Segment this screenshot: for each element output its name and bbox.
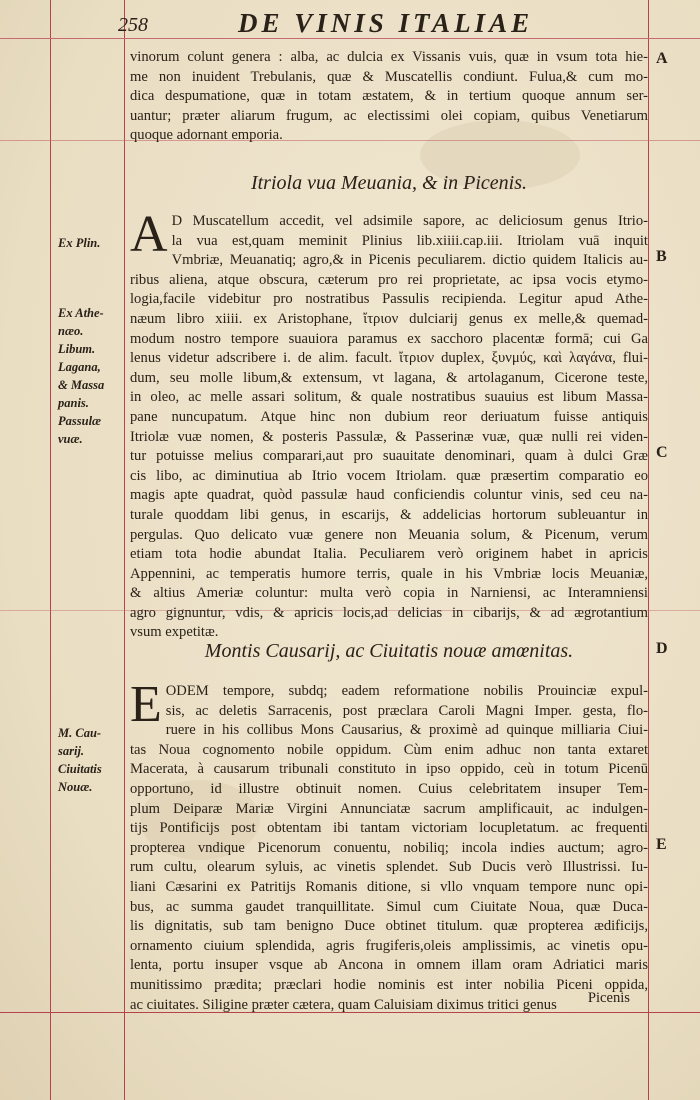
text-line: opportuno, id illustre obtinuit nomen. Cuius celebritatem insuper Tem- <box>130 780 648 797</box>
section-itriola-body <box>130 206 648 643</box>
text-line: bus, ac summa gaudet tranquillitate. Simul cum Ciuitate Noua, quæ Duca- <box>130 898 648 915</box>
text-line: magis apte quadrat, quòd passulæ haud conficiendis coluntur vinis, sed ceu na- <box>130 487 648 504</box>
margin-rule-left-inner <box>124 0 125 1100</box>
margin-note-line: Passulæ <box>58 414 102 428</box>
text-line: la vua est,quam meminit Plinius lib.xiiii.cap.iii. Itriolam vuā inquit <box>171 232 648 249</box>
text-line: dum, seu molle libum,& extensum, vt lagana, & artolaganum, Cicerone teste, <box>130 369 648 386</box>
margin-note-line: sarij. <box>58 744 85 758</box>
text-line: munitissimo prædita; præclari hodie nominis est inter nobilia Piceni oppida, <box>130 976 648 993</box>
page-header <box>118 8 648 38</box>
margin-rule-right <box>648 0 649 1100</box>
margin-rule-left-outer <box>50 0 51 1100</box>
section-heading-itriola: Itriola vua Meuania, & in Picenis. <box>250 172 528 194</box>
text-line: vsum expetitæ. <box>130 624 219 641</box>
margin-note-line: Lagana, <box>58 360 101 374</box>
section-letter-c: C <box>656 444 668 461</box>
text-line: Appennini, ac temperatis humore terris, quale in his Vmbriæ locis Meuaniæ, <box>130 565 648 582</box>
text-line: ac ciuitates. Siligine præter cætera, quam Caluisiam diximus tritici genus <box>130 996 557 1013</box>
section-letter-e: E <box>656 836 667 853</box>
margin-note-athenaeus <box>58 304 116 448</box>
text-line: Itriolæ vuæ nomen, & posteris Passulæ, & Passerinæ vuæ, quæ nulli rei viden- <box>130 428 648 445</box>
text-line: agro gignuntur, vdis, & apricis locis,ad delicias in cibarijs, & ad ægrotantium <box>130 604 648 621</box>
text-line: tas Noua cognomento nobile oppidum. Cùm enim adhuc non tanta extaret <box>130 741 648 758</box>
text-line: sis, ac deletis Sarracenis, post præclara Caroli Magni Imper. gesta, flo- <box>165 702 648 719</box>
text-line: lenta, portu insuper vsque ab Ancona in omnem illam oram Adriatici maris <box>130 957 648 974</box>
text-line: modum nostro tempore suauiora paramus ex sacchoro placentæ formā; cui Ga <box>130 330 648 347</box>
text-line: rum cultu, olearum syluis, ac vinetis splendet. Sub Ducis verò Illustrissi. Iu- <box>130 859 648 876</box>
section-heading-montis: Montis Causarij, ac Ciuitatis nouæ amœnitas. <box>204 640 574 662</box>
text-line: pane nuncupatum. Atque hinc non dubium reor deriuatum fuisse antiquis <box>130 408 648 425</box>
text-line: lenus videtur adscribere i. de alim. facult. ἴτριον duplex, ξυνμύς, καὶ λαγάνα, flui- <box>130 350 648 367</box>
margin-note-line: Libum. <box>58 342 96 356</box>
text-line: ruere in his collibus Mons Causarius, & proximè ad quinque milliaria Ciui- <box>165 722 648 739</box>
margin-note-plinius <box>58 234 116 252</box>
text-line: uantur; præter aliarum frugum, ac electissimi olei copiam, quibus Venetiarum <box>130 107 648 124</box>
drop-initial: E <box>130 676 162 733</box>
text-line: lis dignitatis, sub tam benigno Duce obtinet titulum. quæ propterea ædificijs, <box>130 918 648 935</box>
section-letter-d: D <box>656 640 668 657</box>
text-line: & altius Ameriæ coluntur: multa verò copia in Narniensi, ac Interamniensi <box>130 585 648 602</box>
margin-note-line: Ex Athe- <box>58 306 104 320</box>
margin-note-line: M. Cau- <box>58 726 102 740</box>
text-line: Vmbriæ, Meuanatiq; agro,& in Picenis peculiarem. dictio quidem Italicis au- <box>171 252 648 269</box>
text-line: turale quoddam libi genus, in escarijs, & addelicias hortorum subleuantur in <box>130 506 648 523</box>
margin-note-causarius <box>58 724 116 796</box>
text-line: propterea vndique Picenorum conuentu, nobiliq; incola indies auctum; agro- <box>130 839 648 856</box>
text-line: tijs Pontificijs post obtentam ibi tantam victoriam locupletatum. ac frequenti <box>130 820 648 837</box>
margin-note-line: Nouæ. <box>58 780 93 794</box>
text-line: liani Cæsarini ex Patritijs Romanis ditione, si vllo vnquam tempore nunc opi- <box>130 878 648 895</box>
margin-note-line: & Massa <box>58 378 105 392</box>
margin-note-line: Ex Plin. <box>58 236 101 250</box>
text-line: cis libo, ac diminutiua ab Itrio vocem Itriolam. quæ præsertim comparatio eo <box>130 467 648 484</box>
text-line: dica despumatione, quæ in totam æstatem, & in tertium quoque annum ser- <box>130 88 648 105</box>
text-line: pergulas. Quo delicato vuæ genere non Meuania solum, & Picenum, verum <box>130 526 648 543</box>
drop-initial: A <box>130 206 168 263</box>
running-title: DE VINIS ITALIAE <box>238 8 534 38</box>
section-letter-b: B <box>656 248 667 265</box>
text-line: etiam tota hodie abundat Italia. Peculiarem verò originem habet in apricis <box>130 546 648 563</box>
text-line: quoque adornant emporia. <box>130 127 283 144</box>
text-line: plum Deiparæ Mariæ Virgini Annunciatæ sacrum amplificauit, ac indulgen- <box>130 800 648 817</box>
text-line: ornamento ciuium splendida, agris frugiferis,oleis amplissimis, ac vinetis opu- <box>130 937 648 954</box>
top-paragraph <box>130 48 648 146</box>
text-line: Macerata, à causarum tribunali constituto in ipso oppido, ceù in totum Picenū <box>130 761 648 778</box>
text-line: me non inuident Trebulanis, quæ & Muscatellis condiunt. Fulua,& cum mo- <box>130 68 648 85</box>
text-line: vinorum colunt genera : alba, ac dulcia ex Vissanis vuis, quæ in vsum tota hie- <box>130 49 648 65</box>
text-line: næum libro xiiii. ex Aristophane, ἴτριον dulciarij genus ex melle,& quemad- <box>130 310 648 327</box>
margin-note-line: panis. <box>58 396 89 410</box>
text-line: tur potuisse melius comparari,aut pro suauitate denominari, quam à dulci Græ <box>130 448 648 465</box>
text-line: ODEM tempore, subdq; eadem reformatione nobilis Prouinciæ expul- <box>165 683 648 699</box>
margin-note-line: næo. <box>58 324 84 338</box>
text-line: logia,facile videbitur pro nostratibus Passulis recipienda. Legitur apud Athe- <box>130 291 648 308</box>
catchword: Picenis <box>587 990 630 1006</box>
margin-note-line: Ciuitatis <box>58 762 102 776</box>
text-line: in oleo, ac melle assari solitum, & quale nostratibus suauius est libum Massa- <box>130 389 648 406</box>
folio-number: 258 <box>118 14 148 36</box>
section-montis-body <box>130 676 648 1015</box>
margin-note-line: vuæ. <box>58 432 83 446</box>
text-line: ribus aliena, atque obscura, cæterum pro rei proprietate, ac ipsa vocis etymo- <box>130 271 648 288</box>
section-letter-a: A <box>656 50 668 67</box>
text-line: D Muscatellum accedit, vel adsimile sapore, ac deliciosum genus Itrio- <box>171 213 648 229</box>
